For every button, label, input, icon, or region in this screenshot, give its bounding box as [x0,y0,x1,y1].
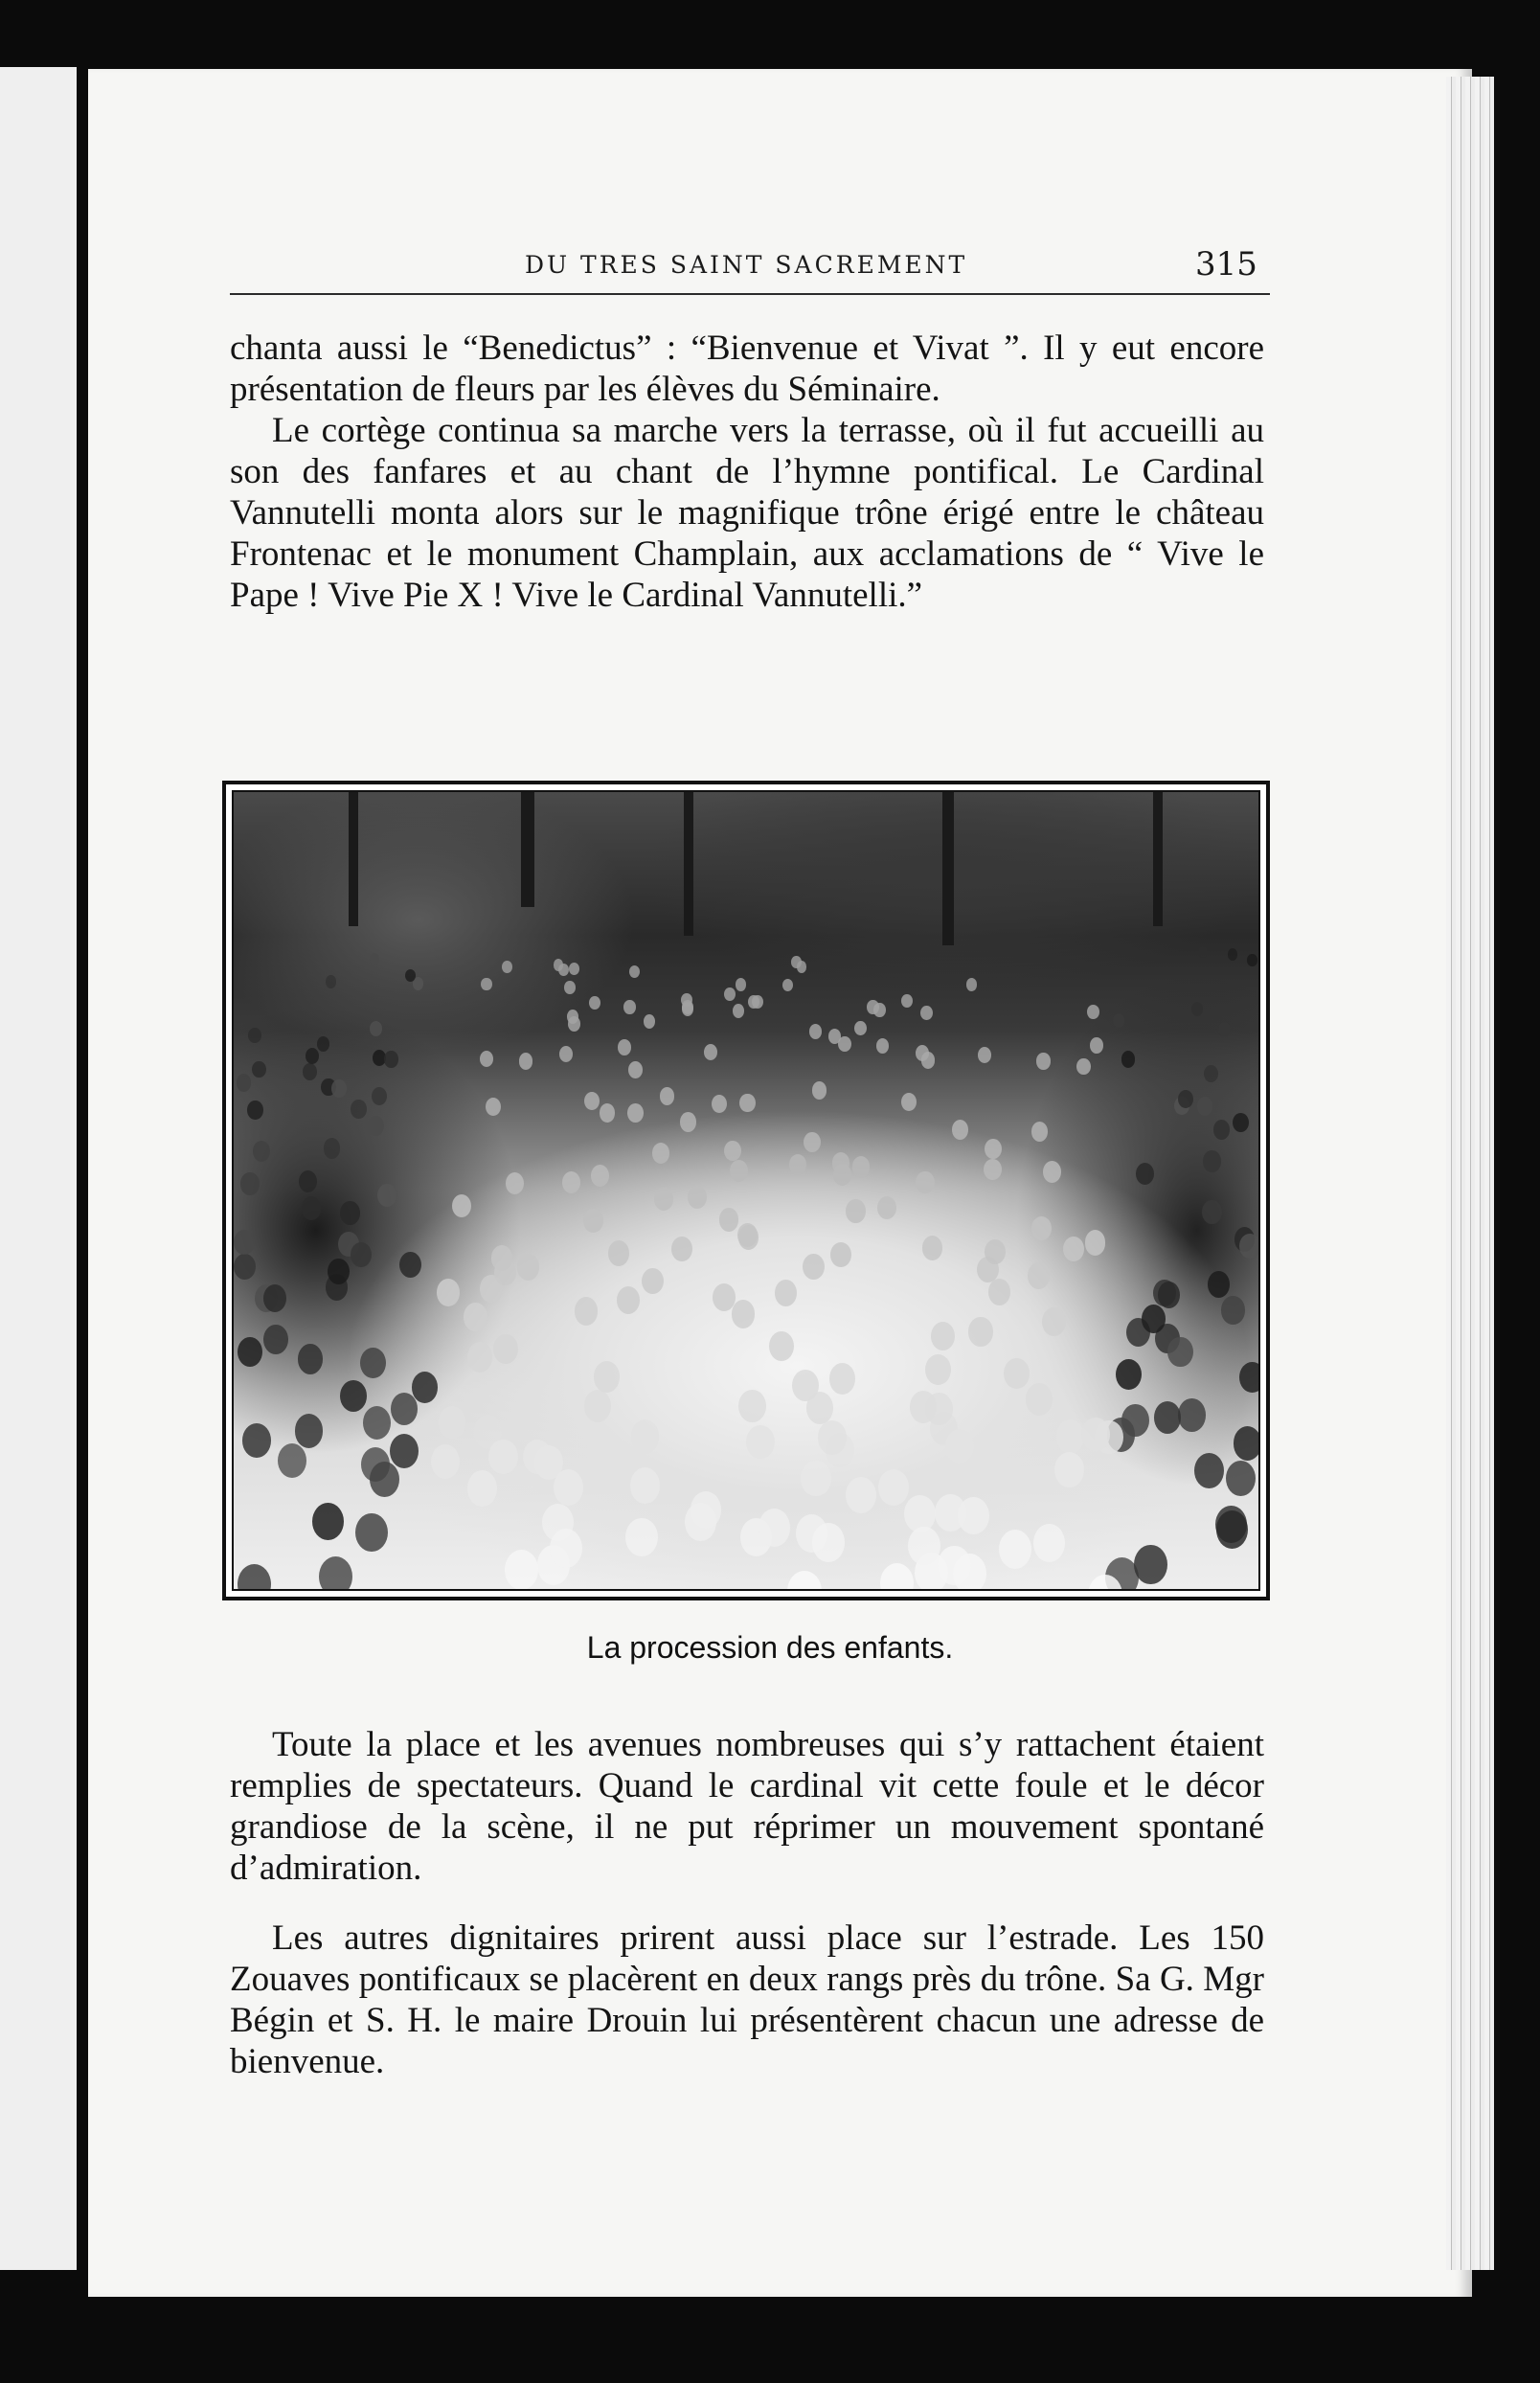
crowd-figure [1226,1461,1256,1496]
crowd-figure [299,1170,317,1192]
crowd-figure [617,1286,640,1314]
crowd-figure [1197,1097,1212,1115]
crowd-figure [733,1004,744,1018]
crowd-figure [724,987,736,1001]
crowd-figure [738,1390,765,1422]
crowd-figure [1076,1058,1091,1076]
crowd-figure [809,1024,822,1039]
crowd-figure [880,1563,914,1591]
crowd-figure [1031,1216,1052,1240]
text-block-middle [230,1724,1264,1889]
crowd-figure [1202,1200,1221,1224]
page-number: 315 [1195,245,1257,284]
crowd-figure [405,969,416,982]
crowd-figure [691,1491,721,1529]
crowd-figure [999,1530,1031,1569]
crowd-figure [920,1006,932,1020]
crowd-figure [1004,1358,1030,1389]
crowd-figure [1158,1282,1181,1309]
crowd-figure [1121,1051,1135,1067]
crowd-figure [237,1074,251,1091]
crowd-figure [623,1000,635,1014]
crowd-figure [569,963,579,975]
crowd-figure [1198,946,1208,958]
crowd-figure [671,1237,692,1261]
crowd-figure [719,1208,739,1232]
crowd-figure [958,1497,989,1534]
scan-border [1500,0,1540,2383]
crowd-figure [1221,1296,1244,1324]
crowd-figure [1042,1307,1066,1336]
crowd-figure [506,1172,524,1194]
crowd-figure [324,1138,341,1159]
crowd-figure [467,1342,492,1373]
crowd-figure [1178,1398,1206,1431]
crowd-figure [298,1344,323,1374]
crowd-figure [554,1469,584,1506]
crowd-figure [818,1420,847,1454]
crowd-figure [295,1414,323,1447]
crowd-figure [360,1348,386,1378]
crowd-figure [1234,1426,1260,1461]
crowd-figure [370,953,379,965]
crowd-figure [1054,1452,1084,1487]
crowd-figure [584,1390,611,1422]
crowd-figure [812,1523,845,1562]
crowd-figure [575,1297,598,1325]
page-edges [1446,77,1494,2270]
crowd-figure [384,1051,397,1067]
crowd-figure [1216,1510,1248,1549]
crowd-figure [738,1225,759,1250]
crowd-figure [877,1196,896,1219]
crowd-figure [584,1092,600,1110]
crowd-figure [589,996,600,1010]
crowd-figure [1247,954,1257,965]
crowd-figure [238,1337,262,1367]
crowd-figure [789,1154,807,1175]
crowd-figure [806,1392,833,1424]
crowd-figure [712,1095,727,1113]
crowd-figure [303,1063,317,1080]
crowd-figure [486,1098,501,1117]
crowd-figure [1239,1362,1260,1394]
crowd-figure [1116,1359,1142,1390]
crowd-figure [319,1556,352,1591]
crowd-figure [873,1003,885,1017]
crowd-figure [654,1188,673,1211]
crowd-figure [390,1434,419,1468]
crowd-figure [377,1184,396,1207]
crowd-figure [517,1254,539,1280]
crowd-figure [340,1380,367,1412]
crowd-figure [391,1393,418,1425]
crowd-figure [759,1509,790,1547]
crowd-figure [317,1036,330,1052]
crowd-figure [852,1156,871,1177]
crowd-figure [876,1038,890,1055]
crowd-figure [660,1087,675,1105]
crowd-figure [1194,1453,1224,1488]
crowd-figure [1218,1022,1231,1037]
crowd-figure [493,1334,518,1364]
crowd-figure [908,1527,940,1566]
crowd-figure [368,1116,384,1135]
crowd-figure [247,1101,262,1120]
crowd-figure [922,1236,943,1260]
crowd-figure [564,981,575,994]
crowd-figure [642,1268,664,1295]
crowd-figure [594,1361,620,1393]
crowd-figure [846,1199,865,1223]
crowd-figure [910,1391,937,1423]
crowd-figure [1154,1401,1182,1434]
crowd-figure [481,978,491,991]
crowd-figure [1036,1053,1050,1069]
crowd-figure [562,1171,580,1193]
crowd-figure [801,1461,830,1496]
crowd-figure [627,1103,643,1123]
crowd-figure [370,1462,399,1497]
crowd-figure [1085,1230,1106,1255]
crowd-figure [838,1036,851,1052]
crowd-figure [491,1245,512,1271]
paragraph: Les autres dignitaires prirent aussi place sur l’estrade. Les 150 Zouaves pontificaux se placèrent en deux rangs près du trône. Sa G. Mgr Bégin et S. H. le maire Drouin lui présentèrent chacun une adresse de bienvenue. [230,1918,1264,2081]
left-page-edge [0,67,77,2270]
header-rule [230,293,1270,295]
crowd-figure [559,1046,573,1062]
crowd-figure [704,1044,717,1060]
crowd-figure [505,1550,538,1590]
crowd-figure [600,1103,616,1123]
crowd-figure [968,1317,992,1346]
crowd-figure [901,994,913,1008]
crowd-figure [966,978,977,991]
crowd-figure [452,1194,471,1217]
crowd-figure [306,1048,319,1064]
tree-trunk [349,792,358,926]
crowd-figure [804,1132,821,1152]
crowd-figure [688,1186,707,1209]
crowd-figure [803,1254,825,1280]
crowd-figure [901,1093,917,1111]
crowd-figure [1191,1002,1203,1016]
crowd-figure [234,1230,255,1255]
crowd-figure [248,1028,260,1043]
crowd-figure [829,1363,855,1395]
crowd-figure [312,1503,344,1540]
crowd-figure [278,1443,306,1479]
crowd-figure [1228,948,1237,960]
crowd-figure [1063,1237,1084,1261]
crowd-figure [1090,1037,1103,1054]
crowd-figure [372,1087,387,1105]
crowd-figure [846,1477,876,1513]
crowd-figure [351,1100,366,1119]
crowd-figure [328,1259,350,1284]
crowd-figure [1087,1005,1098,1019]
text-block-bottom [230,1918,1264,2082]
crowd-figure [1208,1271,1230,1298]
crowd-figure [234,1254,256,1280]
crowd-figure [791,956,801,968]
crowd-figure [713,1283,736,1311]
crowd-figure [1113,1013,1125,1028]
crowd-figure [644,1014,656,1029]
crowd-figure [916,1171,934,1193]
crowd-figure [480,1051,493,1067]
crowd-figure [630,1467,660,1504]
crowd-figure [1136,1163,1154,1185]
crowd-figure [730,1160,748,1182]
crowd-figure [631,1419,660,1453]
crowd-figure [437,1279,460,1305]
crowd-figure [238,1564,271,1591]
crowd-figure [769,1331,794,1361]
crowd-figure [340,1201,360,1225]
crowd-figure [988,1279,1011,1305]
crowd-figure [724,1141,741,1162]
crowd-figure [1028,1262,1050,1289]
crowd-figure [775,1280,798,1306]
crowd-figure [752,995,763,1009]
crowd-figure [739,1094,755,1112]
crowd-figure [1178,1090,1193,1108]
crowd-figure [1031,1122,1048,1142]
crowd-figure [608,1240,629,1266]
paragraph: chanta aussi le “Benedictus” : “Bienvenue et Vivat ”. Il y eut encore présentation de fleurs par les élèves du Séminaire. [230,329,1264,409]
tree-trunk [942,792,954,945]
crowd-figure [878,1469,909,1506]
crowd-figure [242,1423,271,1458]
crowd-figure [464,1303,487,1331]
crowd-figure [1142,1305,1166,1333]
crowd-figure [680,1112,696,1131]
crowd-figure [921,1052,935,1068]
crowd-figure [1213,1120,1230,1140]
crowd-figure [628,1061,643,1078]
crowd-figure [812,1081,827,1100]
crowd-figure [558,964,569,976]
crowd-figure [736,978,746,991]
crowd-figure [1239,1234,1260,1259]
crowd-figure [326,975,336,987]
crowd-figure [370,1021,382,1036]
tree-trunk [684,792,693,936]
crowd-figure [583,1209,603,1233]
crowd-figure [945,1429,974,1464]
crowd-figure [978,1047,991,1063]
crowd-figure [652,1143,669,1164]
crowd-figure [984,1159,1002,1181]
crowd-figure [253,1141,270,1162]
crowd-figure [363,1406,391,1440]
tree-trunk [1153,792,1163,926]
crowd-figure [351,1242,372,1268]
figure-caption: La procession des enfants. [586,1630,954,1665]
running-title: DU TRES SAINT SACREMENT [525,251,968,279]
crowd-figure [1134,1545,1167,1585]
crowd-figure [1043,1161,1061,1183]
crowd-figure [625,1518,658,1556]
crowd-figure [854,1021,867,1036]
crowd-figure [240,1172,259,1194]
crowd-figure [1056,1419,1085,1453]
crowd-figure [1233,1113,1249,1132]
crowd-figure [550,1529,582,1568]
crowd-figure [746,1425,775,1460]
crowd-figure [618,1039,631,1055]
crowd-figure [1121,1404,1149,1438]
crowd-figure [682,1000,693,1014]
crowd-figure [1026,1383,1053,1416]
crowd-figure [331,1079,347,1098]
crowd-figure [830,1242,851,1268]
crowd-figure [1204,1065,1218,1082]
text-block-top [230,328,1264,616]
crowd-figure [412,1372,439,1403]
procession-photograph [232,790,1260,1591]
paragraph: Le cortège continua sa marche vers la terrasse, où il fut accueilli au son des fanfares et au chant de l’hymne pontifical. Le Cardinal Vannutelli monta alors sur le magnifique trône érigé entre le château Frontenac et le monument Champlain, aux acclamations de “ Vive le Pape ! Vive Pie X ! Vive le Cardinal Vannutelli.” [230,411,1264,615]
crowd-figure [931,1322,955,1351]
crowd-figure [1203,1150,1220,1171]
crowd-figure [263,1284,286,1312]
crowd-figure [519,1053,532,1069]
crowd-figure [1167,1337,1192,1367]
paragraph: Toute la place et les avenues nombreuses qui s’y rattachent étaient remplies de spectateurs. Quand le cardinal vit cette foule et le décor grandiose de la scène, il ne put réprimer un mouvement spontané d’admiration. [230,1725,1264,1888]
crowd-figure [502,961,512,973]
crowd-figure [787,1571,822,1591]
crowd-figure [985,1139,1002,1160]
crowd-figure [467,1470,498,1507]
crowd-figure [355,1513,387,1552]
crowd-figure [252,1061,266,1078]
crowd-figure [263,1325,288,1354]
crowd-figure [732,1300,756,1328]
crowd-figure [925,1354,951,1385]
crowd-figure [832,1152,850,1173]
crowd-figure [399,1252,421,1278]
crowd-figure [985,1239,1006,1265]
crowd-figure [431,1444,461,1480]
crowd-figure [629,965,640,978]
crowd-figure [488,1440,517,1474]
crowd-figure [952,1120,968,1140]
crowd-figure [938,1546,971,1586]
crowd-figure [591,1165,609,1187]
crowd-figure [1033,1524,1066,1563]
tree-trunk [521,792,534,907]
crowd-figure [1081,1418,1109,1451]
crowd-figure [439,1406,466,1440]
photograph-frame [222,781,1270,1600]
crowd-figure [782,979,793,992]
crowd-figure [302,1196,321,1219]
